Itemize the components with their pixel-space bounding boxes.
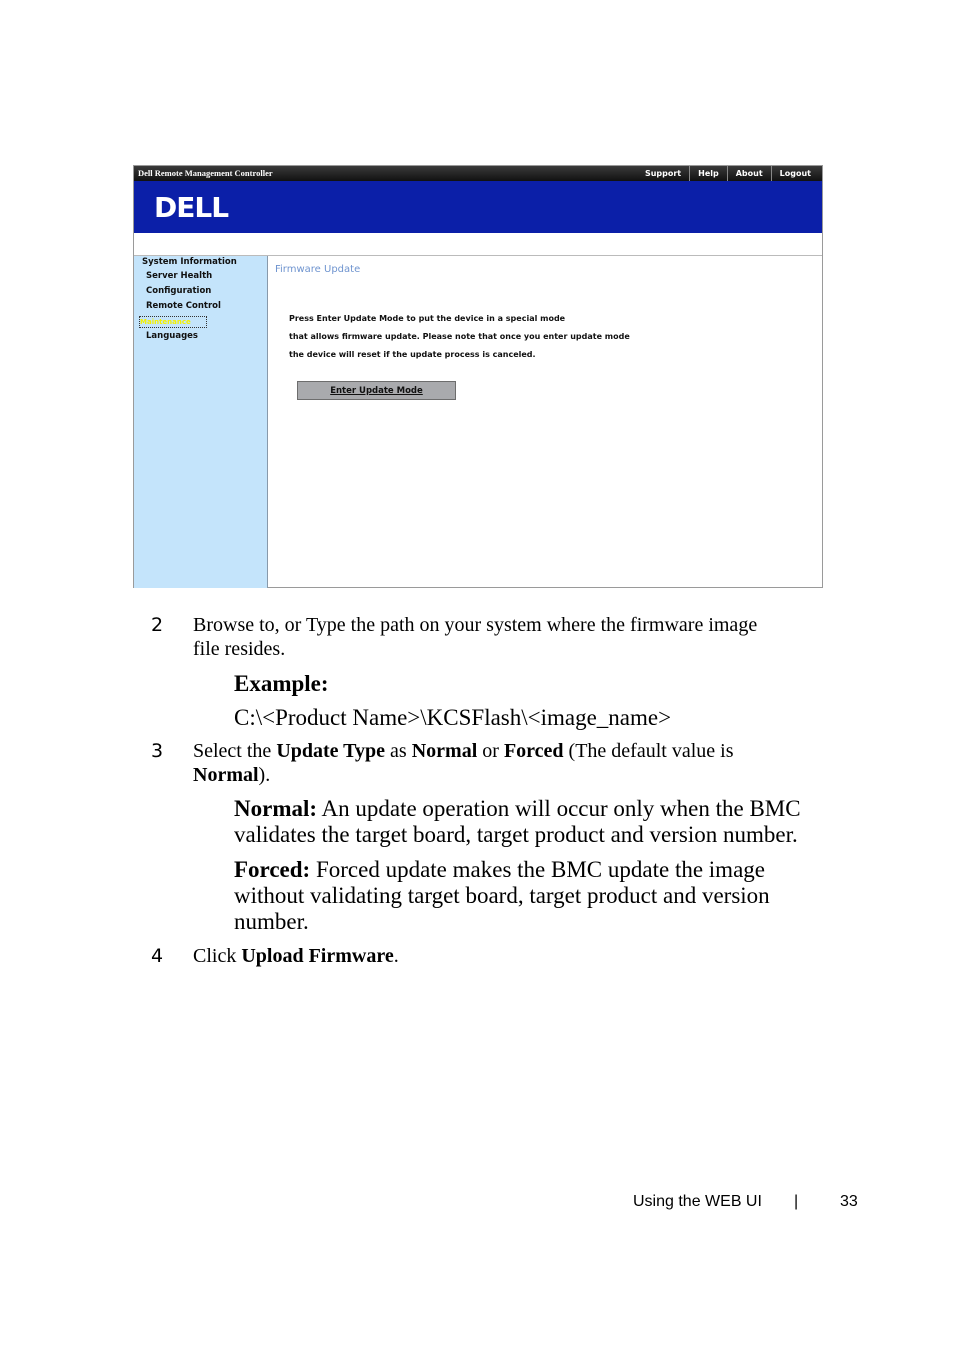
forced-label: Forced: (234, 857, 311, 882)
term-normal: Normal (193, 764, 259, 786)
enter-update-mode-button[interactable]: Enter Update Mode (297, 381, 456, 400)
product-title: Dell Remote Management Controller (138, 168, 273, 178)
sidebar (134, 256, 268, 588)
web-ui-screenshot (133, 165, 823, 588)
top-bar (134, 166, 822, 181)
top-links (637, 166, 819, 181)
text: (The default value is (563, 740, 734, 762)
page-number: 33 (840, 1193, 858, 1210)
text: Forced update makes the BMC update the image (310, 857, 765, 882)
text: . (393, 945, 399, 967)
banner-spacer (134, 233, 822, 256)
step-number: 2 (151, 614, 164, 636)
sidebar-item-maintenance[interactable]: Maintenance (139, 316, 207, 328)
normal-description-line: validates the target board, target product and version number. (234, 822, 798, 847)
example-label: Example: (234, 671, 329, 696)
text: or (477, 740, 504, 762)
term-forced: Forced (503, 740, 564, 762)
forced-description-line: number. (234, 909, 309, 934)
sidebar-item-languages[interactable]: Languages (146, 331, 198, 341)
support-link[interactable]: Support (644, 169, 682, 178)
main-content (268, 256, 822, 588)
step-3-line (193, 739, 733, 763)
term-update-type: Update Type (276, 740, 386, 762)
term-upload-firmware: Upload Firmware (241, 945, 394, 967)
sidebar-item-system-information[interactable]: System Information (142, 257, 237, 267)
sidebar-item-server-health[interactable]: Server Health (146, 271, 213, 281)
forced-description-line: without validating target board, target product and version (234, 883, 770, 908)
example-path: C:\<Product Name>\KCSFlash\<image_name> (234, 705, 672, 730)
footer-separator: | (794, 1193, 799, 1210)
text: Select the (193, 740, 277, 762)
normal-label: Normal: (234, 796, 318, 821)
description-line: Press Enter Update Mode to put the device in a special mode (289, 314, 566, 323)
normal-description (234, 796, 801, 822)
brand-banner (134, 181, 822, 233)
text: as (385, 740, 412, 762)
step-2-line: file resides. (193, 638, 286, 660)
page-title: Firmware Update (275, 264, 361, 275)
step-number: 4 (151, 945, 164, 967)
help-link[interactable]: Help (689, 166, 727, 181)
step-4-line (193, 944, 399, 968)
forced-description (234, 857, 765, 883)
step-number: 3 (151, 740, 164, 762)
text: An update operation will occur only when the BMC (317, 796, 801, 821)
sidebar-item-configuration[interactable]: Configuration (146, 286, 212, 296)
about-link[interactable]: About (727, 166, 771, 181)
footer-section: Using the WEB UI (633, 1193, 762, 1210)
description-line: the device will reset if the update process is canceled. (289, 350, 536, 359)
description-line: that allows firmware update. Please note that once you enter update mode (289, 332, 630, 341)
step-3-line (193, 763, 270, 787)
step-2-line: Browse to, or Type the path on your system where the firmware image (193, 614, 758, 636)
text: ). (258, 764, 271, 786)
text: Click (193, 945, 242, 967)
term-normal: Normal (411, 740, 478, 762)
logout-link[interactable]: Logout (771, 166, 819, 181)
dell-logo: DELL (154, 191, 229, 224)
sidebar-item-remote-control[interactable]: Remote Control (146, 301, 221, 311)
